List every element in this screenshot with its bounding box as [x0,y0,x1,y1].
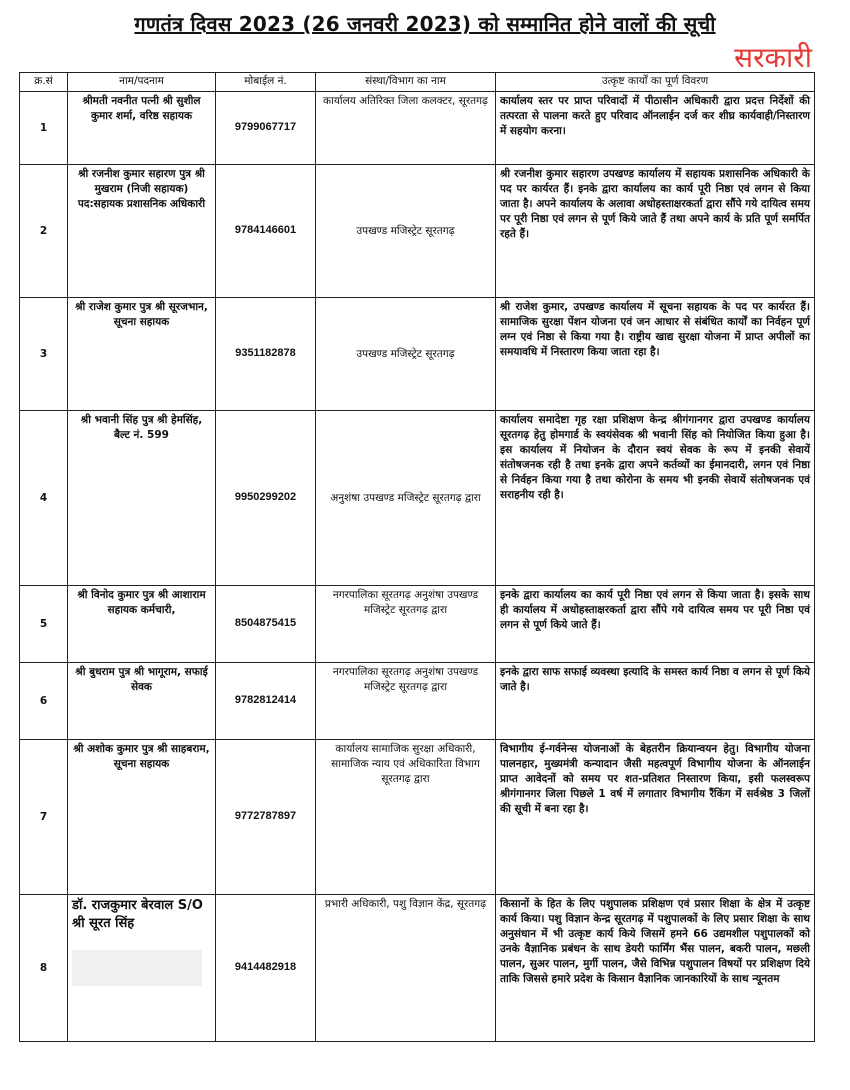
mobile-number: 9414482918 [216,895,316,1042]
honoree-name-cell [68,895,216,1042]
table-row [20,895,815,1042]
work-detail: श्री राजेश कुमार, उपखण्ड कार्यालय में सूचना सहायक के पद पर कार्यरत हैं। सामाजिक सुरक्षा पेंशन योजना एवं जन आधार से संबंधित कार्यों का निर्वहन पूर्ण लग्न एवं निष्ठा से किया गया है। राष्ट्रीय खाद्य सुरक्षा योजना में प्राप्त अपीलों का समयावधि में निस्तारण किया जाता रहा है। [496,298,815,411]
table-row [20,740,815,895]
mobile-number: 8504875415 [216,586,316,663]
table-row [20,165,815,298]
honoree-name: डॉ. राजकुमार बेरवाल S/O श्री सूरत सिंह [72,898,203,932]
honoree-name: श्री राजेश कुमार पुत्र श्री सूरजभान, सूचना सहायक [68,298,216,411]
mobile-number: 9351182878 [216,298,316,411]
mobile-number: 9950299202 [216,411,316,586]
table-row [20,663,815,740]
mobile-number: 9784146601 [216,165,316,298]
organization-name: उपखण्ड मजिस्ट्रेट सूरतगढ़ [316,298,496,411]
organization-name: प्रभारी अधिकारी, पशु विज्ञान केंद्र, सूरतगढ़ [316,895,496,1042]
work-detail: इनके द्वारा साफ सफाई व्यवस्था इत्यादि के समस्त कार्य निष्ठा व लगन से पूर्ण किये जाते है। [496,663,815,740]
page-title: गणतंत्र दिवस 2023 (26 जनवरी 2023) को सम्मानित होने वालों की सूची [134,12,716,36]
column-header-sn: क्र.सं [20,73,68,92]
work-detail: श्री रजनीश कुमार सहारण उपखण्ड कार्यालय में सहायक प्रशासनिक अधिकारी के पद पर कार्यरत हैं। इनके द्वारा कार्यालय का कार्य पूरी निष्ठा एवं लगन से किया जाता है। अपने कार्यालय के अलावा अधोहस्ताक्षरकर्ता द्वारा सौंपे गये दायित्व समय पर पूरी निष्ठा एवं लगन से पूर्ण किये जाते हैं तथा अपने कार्य के प्रति पूर्ण समर्पित रहते हैं। [496,165,815,298]
honorees-table [19,72,815,1042]
column-header-mobile: मोबाईल नं. [216,73,316,92]
serial-number: 6 [20,663,68,740]
serial-number: 2 [20,165,68,298]
serial-number: 7 [20,740,68,895]
organization-name: कार्यालय अतिरिक्त जिला कलक्टर, सूरतगढ़ [316,92,496,165]
serial-number: 5 [20,586,68,663]
organization-name: नगरपालिका सूरतगढ़ अनुशंषा उपखण्ड मजिस्ट्रेट सूरतगढ़ द्वारा [316,586,496,663]
serial-number: 4 [20,411,68,586]
honoree-name: श्री बुधराम पुत्र श्री भागूराम, सफाई सेवक [68,663,216,740]
watermark-text: सरकारी [734,41,812,74]
table-row [20,298,815,411]
table-header-row [20,73,815,92]
serial-number: 8 [20,895,68,1042]
honoree-name: श्री विनोद कुमार पुत्र श्री आशाराम सहायक कर्मचारी, [68,586,216,663]
honoree-name: श्री भवानी सिंह पुत्र श्री हेमसिंह, बैल्ट नं. 599 [68,411,216,586]
work-detail: किसानों के हित के लिए पशुपालक प्रशिक्षण एवं प्रसार शिक्षा के क्षेत्र में उत्कृष्ट कार्य किया। पशु विज्ञान केन्द्र सूरतगढ़ में पशुपालकों के लिए प्रसार शिक्षा के साथ अनुसंधान में भी उत्कृष्ट कार्य किये जिसमें हमने 66 उद्यमशील पशुपालकों को उनके वैज्ञानिक प्रबंधन के साथ डेयरी फार्मिंग भैंस पालन, बकरी पालन, मछली पालन, सुअर पालन, मुर्गी पालन, जैसे विभिन्न पशुपालन विषयों पर प्रशिक्षण दिये ताकि जिससे हमारे प्रदेश के किसान वैज्ञानिक जानकारियों के साथ न्यूनतम [496,895,815,1042]
organization-name: नगरपालिका सूरतगढ़ अनुशंषा उपखण्ड मजिस्ट्रेट सूरतगढ़ द्वारा [316,663,496,740]
work-detail: कार्यालय समादेष्टा गृह रक्षा प्रशिक्षण केन्द्र श्रीगंगानगर द्वारा उपखण्ड कार्यालय सूरतगढ़ हेतु होमगार्ड के स्वयंसेवक श्री भवानी सिंह को नियोजित किया हुआ है। इस कार्यालय में नियोजन के दौरान स्वयं सेवक के रूप में इनकी सेवायें संतोषजनक रही है तथा इनके द्वारा अपने कर्तव्यों का ईमानदारी, लगन एवं निष्ठा से निर्वहन किया गया है तथा कोरोना के समय भी इनकी सेवायें संतोषजनक एवं सराहनीय रही है। [496,411,815,586]
table-row [20,586,815,663]
table-row [20,411,815,586]
column-header-org: संस्था/विभाग का नाम [316,73,496,92]
serial-number: 1 [20,92,68,165]
work-detail: विभागीय ई-गर्वनेन्स योजनाओं के बेहतरीन क्रियान्वयन हेतु। विभागीय योजना पालनहार, मुख्यमंत्री कन्यादान जैसी महत्वपूर्ण विभागीय योजना के ऑनलाईन प्राप्त आवेदनों को समय पर शत-प्रतिशत निस्तारण किया, इसी फलस्वरूप श्रीगंगानगर जिला पिछले 1 वर्ष में लगातार विभागीय रैंकिंग में सर्वश्रेष्ठ 3 जिलों की सूची में बना रहा है। [496,740,815,895]
table-row [20,92,815,165]
organization-name: कार्यालय सामाजिक सुरक्षा अधिकारी, सामाजिक न्याय एवं अधिकारिता विभाग सूरतगढ़ द्वारा [316,740,496,895]
work-detail: इनके द्वारा कार्यालय का कार्य पूरी निष्ठा एवं लगन से किया जाता है। इसके साथ ही कार्यालय में अधोहस्ताक्षरकर्ता द्वारा सौंपे गये दायित्व समय पर पूरी निष्ठा एवं लगन से पूर्ण किये जाते हैं। [496,586,815,663]
mobile-number: 9782812414 [216,663,316,740]
honoree-name: श्रीमती नवनीत पत्नी श्री सुशील कुमार शर्मा, वरिष्ठ सहायक [68,92,216,165]
serial-number: 3 [20,298,68,411]
mobile-number: 9799067717 [216,92,316,165]
work-detail: कार्यालय स्तर पर प्राप्त परिवादों में पीठासीन अधिकारी द्वारा प्रदत्त निर्देशों की तत्परता से पालना करते हुए परिवाद ऑनलाईन दर्ज कर शीघ्र कार्यवाही/निस्तारण में सहयोग करना। [496,92,815,165]
honoree-name: श्री अशोक कुमार पुत्र श्री साहबराम, सूचना सहायक [68,740,216,895]
organization-name: अनुशंषा उपखण्ड मजिस्ट्रेट सूरतगढ़ द्वारा [316,411,496,586]
column-header-name: नाम/पदनाम [68,73,216,92]
organization-name: उपखण्ड मजिस्ट्रेट सूरतगढ़ [316,165,496,298]
honoree-name: श्री रजनीश कुमार सहारण पुत्र श्री मुखराम (निजी सहायक) पद:सहायक प्रशासनिक अधिकारी [68,165,216,298]
redacted-area [72,950,202,986]
column-header-detail: उत्कृष्ट कार्यों का पूर्ण विवरण [496,73,815,92]
mobile-number: 9772787897 [216,740,316,895]
